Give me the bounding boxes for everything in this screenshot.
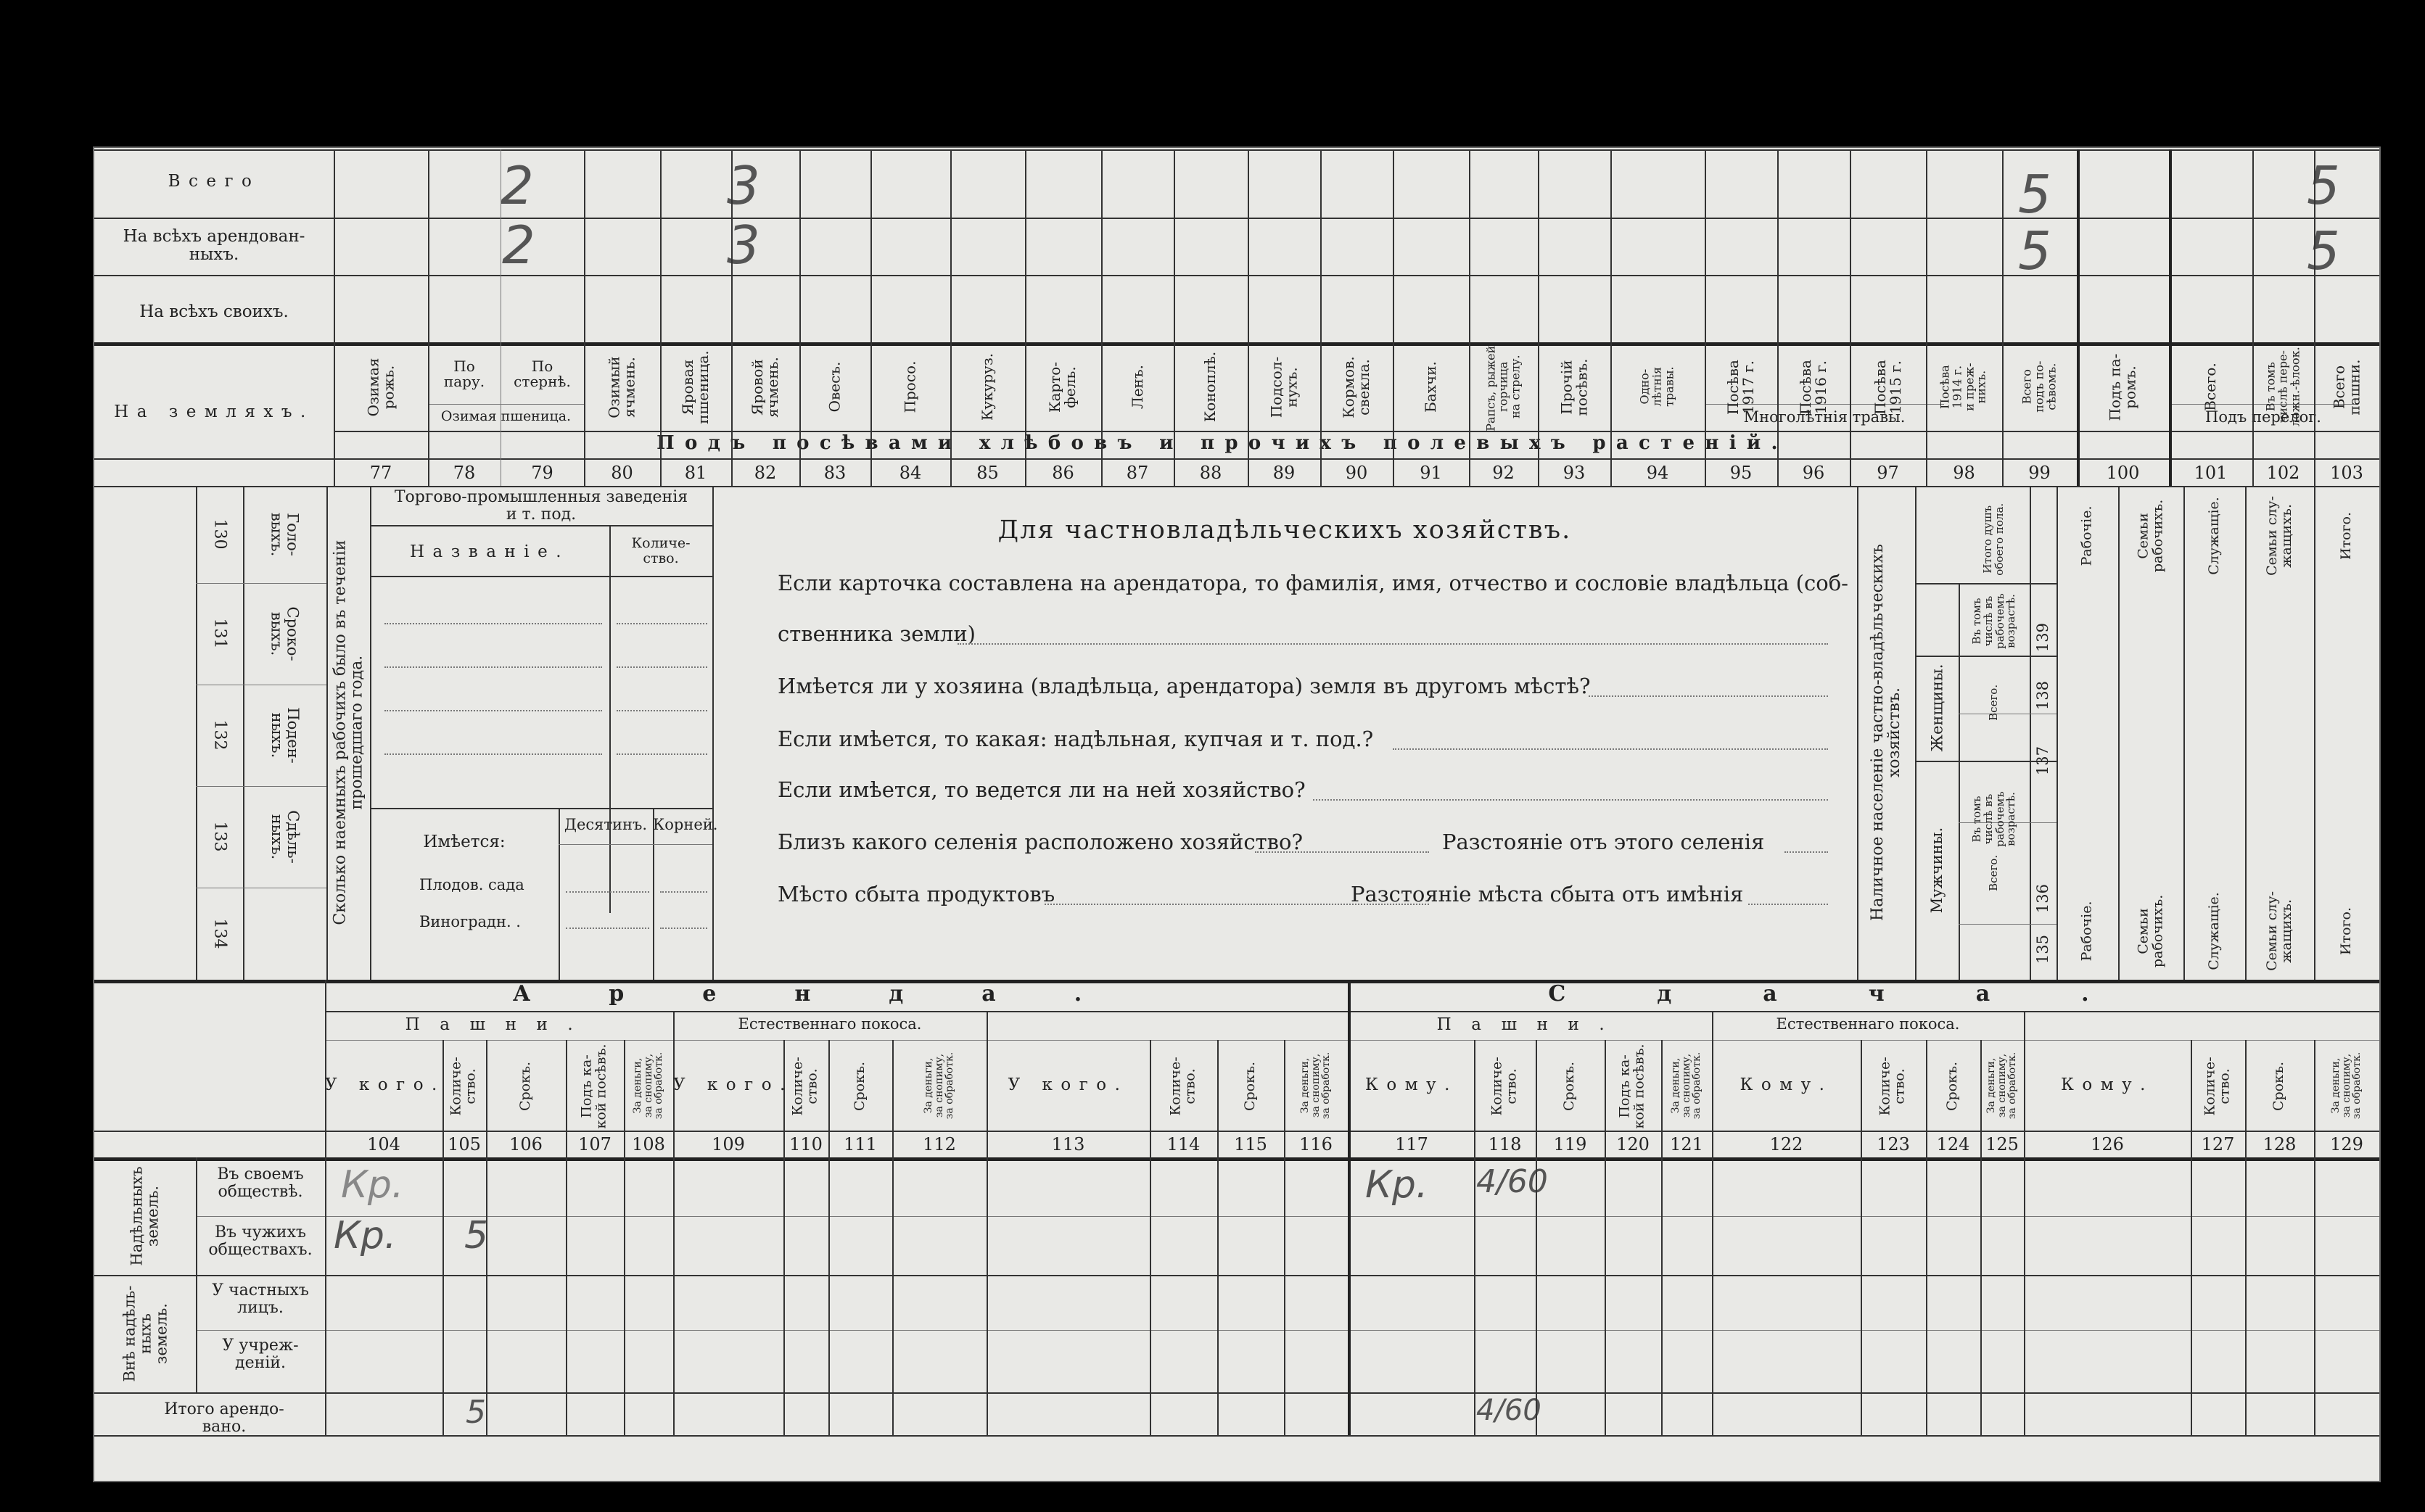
top-col-number-99: 99 xyxy=(2028,463,2051,483)
top-col-number-101: 101 xyxy=(2194,463,2228,483)
arenda-pokos: Естественнаго покоса. xyxy=(738,1015,922,1033)
top-col-number-84: 84 xyxy=(899,463,922,483)
group-vne: Внѣ надѣль- ныхъ земель. xyxy=(120,1285,170,1382)
private-title: Для частновладѣльческихъ хозяйствъ. xyxy=(997,516,1572,545)
sdacha-col-header-120: Подъ ка- кой посѣвъ. xyxy=(1617,1043,1648,1129)
right-col-top-2: Семьи рабочихъ. xyxy=(2135,499,2165,573)
pop-col-label-139: Итого душъ обоего пола. xyxy=(1981,503,2006,576)
top-col-header-78: По пару. xyxy=(443,358,485,390)
arenda-col-header-116: За деньги, за снопиму, за обработк. xyxy=(1298,1052,1333,1120)
sdacha-pashni: Пашни. xyxy=(1436,1015,1625,1034)
hw-other-who-ar: Кр. xyxy=(334,1214,397,1257)
q1a: Если карточка составлена на арендатора, то фамилiя, имя, отчество и сословiе владѣльца (соб- xyxy=(778,571,1848,595)
arenda-col-number-108: 108 xyxy=(632,1134,665,1154)
sdacha-col-number-124: 124 xyxy=(1936,1134,1970,1154)
sdacha-col-header-124: Срокъ. xyxy=(1944,1061,1961,1111)
workers-question: Сколько наемныхъ рабочихъ было въ теченiи прошедшаго года. xyxy=(330,540,366,926)
arenda-col-number-114: 114 xyxy=(1166,1134,1201,1154)
top-col-header-82: Яровой ячмень. xyxy=(749,356,781,418)
sdacha-col-header-128: Срокъ. xyxy=(2270,1061,2287,1111)
top-col-header-103: Всего пашни. xyxy=(2330,359,2363,415)
pop-col-number-138: 138 xyxy=(2034,680,2052,711)
top-col-number-97: 97 xyxy=(1877,463,1899,483)
top-col-number-95: 95 xyxy=(1729,463,1753,483)
sdacha-col-header-122: Кому. xyxy=(1740,1075,1833,1094)
top-col-number-102: 102 xyxy=(2266,463,2300,483)
livestock-num-132: 132 xyxy=(210,720,229,751)
desyatin-header: Десятинъ. xyxy=(564,816,648,833)
top-col-number-92: 92 xyxy=(1492,463,1515,483)
arenda-col-number-115: 115 xyxy=(1234,1134,1267,1154)
top-col-header-98: Посѣва 1914 г. и преж- нихъ. xyxy=(1938,363,1989,411)
arenda-col-number-106: 106 xyxy=(509,1134,543,1154)
arenda-col-number-105: 105 xyxy=(448,1134,481,1154)
top-col-number-96: 96 xyxy=(1802,463,1825,483)
arenda-col-number-112: 112 xyxy=(923,1134,956,1154)
pop-col-label-138: Въ томъ числѣ въ рабочемъ возрастѣ. xyxy=(1969,593,2017,649)
q5b: Разстоянiе отъ этого селенiя xyxy=(1442,830,1765,854)
top-col-header-97: Посѣва 1915 г. xyxy=(1871,359,1904,415)
sdacha-col-header-129: За деньги, за снопиму, за обработк. xyxy=(2329,1052,2363,1120)
livestock-num-130: 130 xyxy=(210,519,229,550)
row-label-leased: На всѣхъ арендован- ныхъ. xyxy=(123,227,305,265)
row-private-persons: У частныхъ лицъ. xyxy=(212,1281,309,1318)
arenda-col-header-113: У кого. xyxy=(1008,1075,1129,1094)
top-col-number-94: 94 xyxy=(1646,463,1669,483)
top-col-number-90: 90 xyxy=(1345,463,1368,483)
row-label-own: На всѣхъ своихъ. xyxy=(139,302,289,321)
top-col-number-93: 93 xyxy=(1563,463,1586,483)
arenda-col-header-115: Срокъ. xyxy=(1242,1061,1259,1111)
top-col-number-86: 86 xyxy=(1052,463,1074,483)
right-col-top-3: Служащiе. xyxy=(2205,497,2222,575)
sdacha-col-number-123: 123 xyxy=(1877,1134,1910,1154)
right-col-bottom-1: Рабочiе. xyxy=(2078,901,2095,962)
row-institutions: У учреж- денiй. xyxy=(222,1337,299,1373)
livestock-num-134: 134 xyxy=(210,918,229,949)
hw-total-qty-sd: 4/60 xyxy=(1476,1394,1541,1427)
band-sown-crops: Подъ посѣвами хлѣбовъ и прочихъ полевыхъ растенiй. xyxy=(656,432,1788,454)
arenda-col-header-107: Подъ ка- кой посѣвъ. xyxy=(579,1043,610,1129)
top-col-header-99: Всего подъ по- сѣвомъ. xyxy=(2020,360,2058,413)
top-col-header-89: Подсол- нухъ. xyxy=(1267,356,1300,418)
women-label: Женщины. xyxy=(1927,664,1946,752)
arenda-col-number-111: 111 xyxy=(844,1134,877,1154)
q2: Имѣется ли у хозяина (владѣльца, арендатора) земля въ другомъ мѣстѣ? xyxy=(778,674,1591,698)
arenda-col-number-104: 104 xyxy=(367,1134,400,1154)
sdacha-col-header-123: Количе- ство. xyxy=(1877,1056,1908,1116)
arenda-col-header-114: Количе- ство. xyxy=(1167,1056,1198,1116)
hw-total-103: 5 xyxy=(2307,155,2340,216)
top-col-header-88: Коноплѣ. xyxy=(1201,351,1219,423)
top-col-header-91: Бахчи. xyxy=(1422,361,1439,413)
q5a: Близъ какого селенiя расположено хозяйство? xyxy=(778,830,1304,854)
q3: Если имѣется, то какая: надѣльная, купчая и т. под.? xyxy=(778,727,1374,751)
top-col-number-85: 85 xyxy=(976,463,999,483)
arenda-col-number-109: 109 xyxy=(712,1134,745,1154)
q6a: Мѣсто сбыта продуктовъ xyxy=(778,882,1055,906)
sdacha-col-header-127: Количе- ство. xyxy=(2202,1056,2233,1116)
right-col-bottom-5: Итого. xyxy=(2338,907,2355,955)
right-col-bottom-2: Семьи рабочихъ. xyxy=(2135,894,2165,968)
top-col-number-103: 103 xyxy=(2330,463,2363,483)
hw-leased-103: 5 xyxy=(2307,220,2340,281)
right-col-top-1: Рабочiе. xyxy=(2078,505,2095,566)
trade-title: Торгово-промышленныя заведенiя и т. под. xyxy=(394,488,688,524)
top-col-header-90: Кормов. свекла. xyxy=(1339,355,1372,418)
livestock-num-133: 133 xyxy=(210,822,229,852)
group-nadel: Надѣльныхъ земель. xyxy=(128,1166,162,1266)
livestock-num-131: 131 xyxy=(210,619,229,649)
livestock-label-130: Голо- выхъ. xyxy=(268,512,302,557)
arenda-col-number-107: 107 xyxy=(578,1134,612,1154)
top-col-number-89: 89 xyxy=(1272,463,1296,483)
pop-col-label-135: Всего. xyxy=(1987,855,2001,891)
row-other-societies: Въ чужихъ обществахъ. xyxy=(208,1223,313,1260)
livestock-label-131: Сроко- выхъ. xyxy=(268,606,302,661)
hw-leased-99: 5 xyxy=(2018,220,2051,281)
top-col-header-84: Просо. xyxy=(901,360,919,413)
sdacha-pokos: Естественнаго покоса. xyxy=(1776,1015,1960,1033)
livestock-label-132: Поден- ныхъ. xyxy=(268,707,302,764)
group-winter-wheat: Озимая пшеница. xyxy=(440,408,572,424)
row-label-on-lands: На земляхъ. xyxy=(114,402,314,421)
top-col-header-85: Кукуруз. xyxy=(978,352,996,421)
arenda-col-header-108: За деньги, за снопиму, за обработк. xyxy=(631,1052,665,1120)
sdacha-col-number-121: 121 xyxy=(1670,1134,1703,1154)
arenda-col-header-112: За деньги, за снопиму, за обработк. xyxy=(922,1052,956,1120)
top-col-number-81: 81 xyxy=(684,463,707,483)
pop-col-number-135: 135 xyxy=(2034,934,2052,964)
top-col-header-102: Въ томъ числѣ пере- ложн.-ѣлоок. xyxy=(2263,347,2302,427)
right-col-bottom-3: Служащiе. xyxy=(2205,892,2222,970)
q4: Если имѣется, то ведется ли на ней хозяйство? xyxy=(778,777,1306,802)
top-col-number-77: 77 xyxy=(369,463,392,483)
sdacha-col-header-119: Срокъ. xyxy=(1561,1061,1578,1111)
group-perennial-grasses: Многолѣтнiя травы. xyxy=(1743,408,1906,426)
trade-qty-header: Количе- ство. xyxy=(631,535,691,566)
orchard-label: Плодов. сада xyxy=(419,876,524,893)
right-col-bottom-4: Семьи слу- жащихъ. xyxy=(2263,891,2294,971)
arenda-col-number-113: 113 xyxy=(1051,1134,1085,1154)
arenda-col-header-110: Количе- ство. xyxy=(790,1056,821,1116)
sdacha-col-number-119: 119 xyxy=(1553,1134,1587,1154)
population-title: Наличное населенiе частно-владѣльческихъ хозяйствъ. xyxy=(1868,544,1903,922)
top-col-header-95: Посѣва 1917 г. xyxy=(1724,359,1757,415)
top-col-header-81: Яровая пшеница. xyxy=(679,350,712,424)
sdacha-col-header-125: За деньги, за снопиму, за обработк. xyxy=(1985,1052,2019,1120)
men-label: Мужчины. xyxy=(1927,827,1946,914)
top-col-header-96: Посѣва 1916 г. xyxy=(1797,359,1829,415)
top-col-number-79: 79 xyxy=(531,463,553,483)
top-col-header-101: Всего. xyxy=(2202,363,2219,411)
top-col-number-91: 91 xyxy=(1420,463,1442,483)
top-col-number-78: 78 xyxy=(453,463,476,483)
top-col-header-79: По стернѣ. xyxy=(514,358,571,390)
top-col-header-94: Одно- лѣтнiя травы. xyxy=(1637,366,1676,408)
sdacha-col-number-122: 122 xyxy=(1769,1134,1803,1154)
arenda-pashni: Пашни. xyxy=(405,1015,593,1034)
arenda-col-header-105: Количе- ство. xyxy=(448,1056,479,1116)
has-label: Имѣется: xyxy=(423,833,506,851)
top-col-number-80: 80 xyxy=(611,463,633,483)
sdacha-header: Сдача. xyxy=(1548,981,2181,1007)
pop-col-label-137: Всего. xyxy=(1987,685,2001,721)
pop-col-number-137: 137 xyxy=(2034,745,2052,776)
census-card-sheet xyxy=(93,146,2381,1482)
hw-own-qty-sd: 4/60 xyxy=(1476,1163,1548,1200)
sdacha-col-number-126: 126 xyxy=(2091,1134,2124,1154)
hw-total-qty-ar: 5 xyxy=(466,1394,486,1431)
sdacha-col-number-128: 128 xyxy=(2263,1134,2297,1154)
top-col-header-92: Рапсъ, рыжей, горчица на стрелу. xyxy=(1483,342,1522,432)
hw-total-82: 3 xyxy=(727,155,760,216)
top-col-number-98: 98 xyxy=(1953,463,1975,483)
arenda-col-number-116: 116 xyxy=(1299,1134,1333,1154)
arenda-header: Аренда. xyxy=(512,981,1161,1007)
sdacha-col-number-120: 120 xyxy=(1616,1134,1650,1154)
arenda-col-header-109: У кого. xyxy=(673,1075,794,1094)
livestock-label-133: Сдѣль- ныхъ. xyxy=(268,810,302,864)
livestock-label-134 xyxy=(243,888,326,980)
vineyard-label: Виноградн. . xyxy=(419,913,521,930)
arenda-col-header-111: Срокъ. xyxy=(852,1061,868,1111)
right-col-top-5: Итого. xyxy=(2338,512,2355,560)
kornei-header: Корней. xyxy=(653,816,718,833)
trade-name-header: Названiе. xyxy=(409,542,570,561)
sdacha-col-header-118: Количе- ство. xyxy=(1489,1056,1520,1116)
sdacha-col-number-118: 118 xyxy=(1488,1134,1522,1154)
hw-other-qty-ar: 5 xyxy=(464,1214,489,1257)
hw-own-who-ar: Кр. xyxy=(341,1163,404,1207)
top-col-header-86: Карто- фель. xyxy=(1046,361,1079,413)
row-total-leased: Итого арендо- вано. xyxy=(164,1400,284,1437)
arenda-col-header-106: Срокъ. xyxy=(517,1061,534,1111)
row-label-total: Всего xyxy=(168,172,260,191)
row-own-society: Въ своемъ обществѣ. xyxy=(217,1165,304,1202)
pop-col-number-139: 139 xyxy=(2034,622,2052,653)
pop-col-number-136: 136 xyxy=(2034,883,2052,914)
group-fallow: Подъ перелог. xyxy=(2205,408,2321,426)
top-col-number-88: 88 xyxy=(1199,463,1222,483)
top-col-header-83: Овесъ. xyxy=(826,361,844,413)
top-col-number-82: 82 xyxy=(754,463,777,483)
sdacha-col-number-129: 129 xyxy=(2330,1134,2363,1154)
hw-own-who-sd: Кр. xyxy=(1365,1163,1428,1207)
hw-total-99: 5 xyxy=(2018,164,2051,225)
top-col-header-93: Прочiй посѣвъ. xyxy=(1557,358,1590,416)
sdacha-col-header-126: Кому. xyxy=(2061,1075,2154,1094)
arenda-col-number-110: 110 xyxy=(789,1134,823,1154)
sdacha-col-number-117: 117 xyxy=(1395,1134,1428,1154)
arenda-col-header-104: У кого. xyxy=(325,1075,445,1094)
top-col-header-100: Подъ па- ромъ. xyxy=(2106,353,2139,421)
top-col-header-87: Ленъ. xyxy=(1128,365,1146,409)
top-col-header-77: Озимая рожь. xyxy=(363,358,397,416)
top-col-header-80: Озимый ячмень. xyxy=(605,355,638,418)
right-col-top-4: Семьи слу- жащихъ. xyxy=(2263,496,2294,576)
hw-total-79: 2 xyxy=(501,155,534,216)
pop-col-label-136: Въ томъ числѣ въ рабочемъ возрастѣ. xyxy=(1969,790,2017,847)
sdacha-col-header-121: За деньги, за снопиму, за обработк. xyxy=(1669,1052,1703,1120)
top-col-number-83: 83 xyxy=(823,463,847,483)
sdacha-col-number-125: 125 xyxy=(1985,1134,2019,1154)
sdacha-col-number-127: 127 xyxy=(2201,1134,2235,1154)
q6b: Разстоянiе мѣста сбыта отъ имѣнiя xyxy=(1351,882,1744,906)
q1b: ственника земли) xyxy=(778,621,976,646)
hw-leased-79: 2 xyxy=(502,215,535,276)
sdacha-col-header-117: Кому. xyxy=(1365,1075,1458,1094)
top-col-number-87: 87 xyxy=(1126,463,1149,483)
top-col-number-100: 100 xyxy=(2106,463,2140,483)
hw-leased-82: 3 xyxy=(727,215,760,276)
